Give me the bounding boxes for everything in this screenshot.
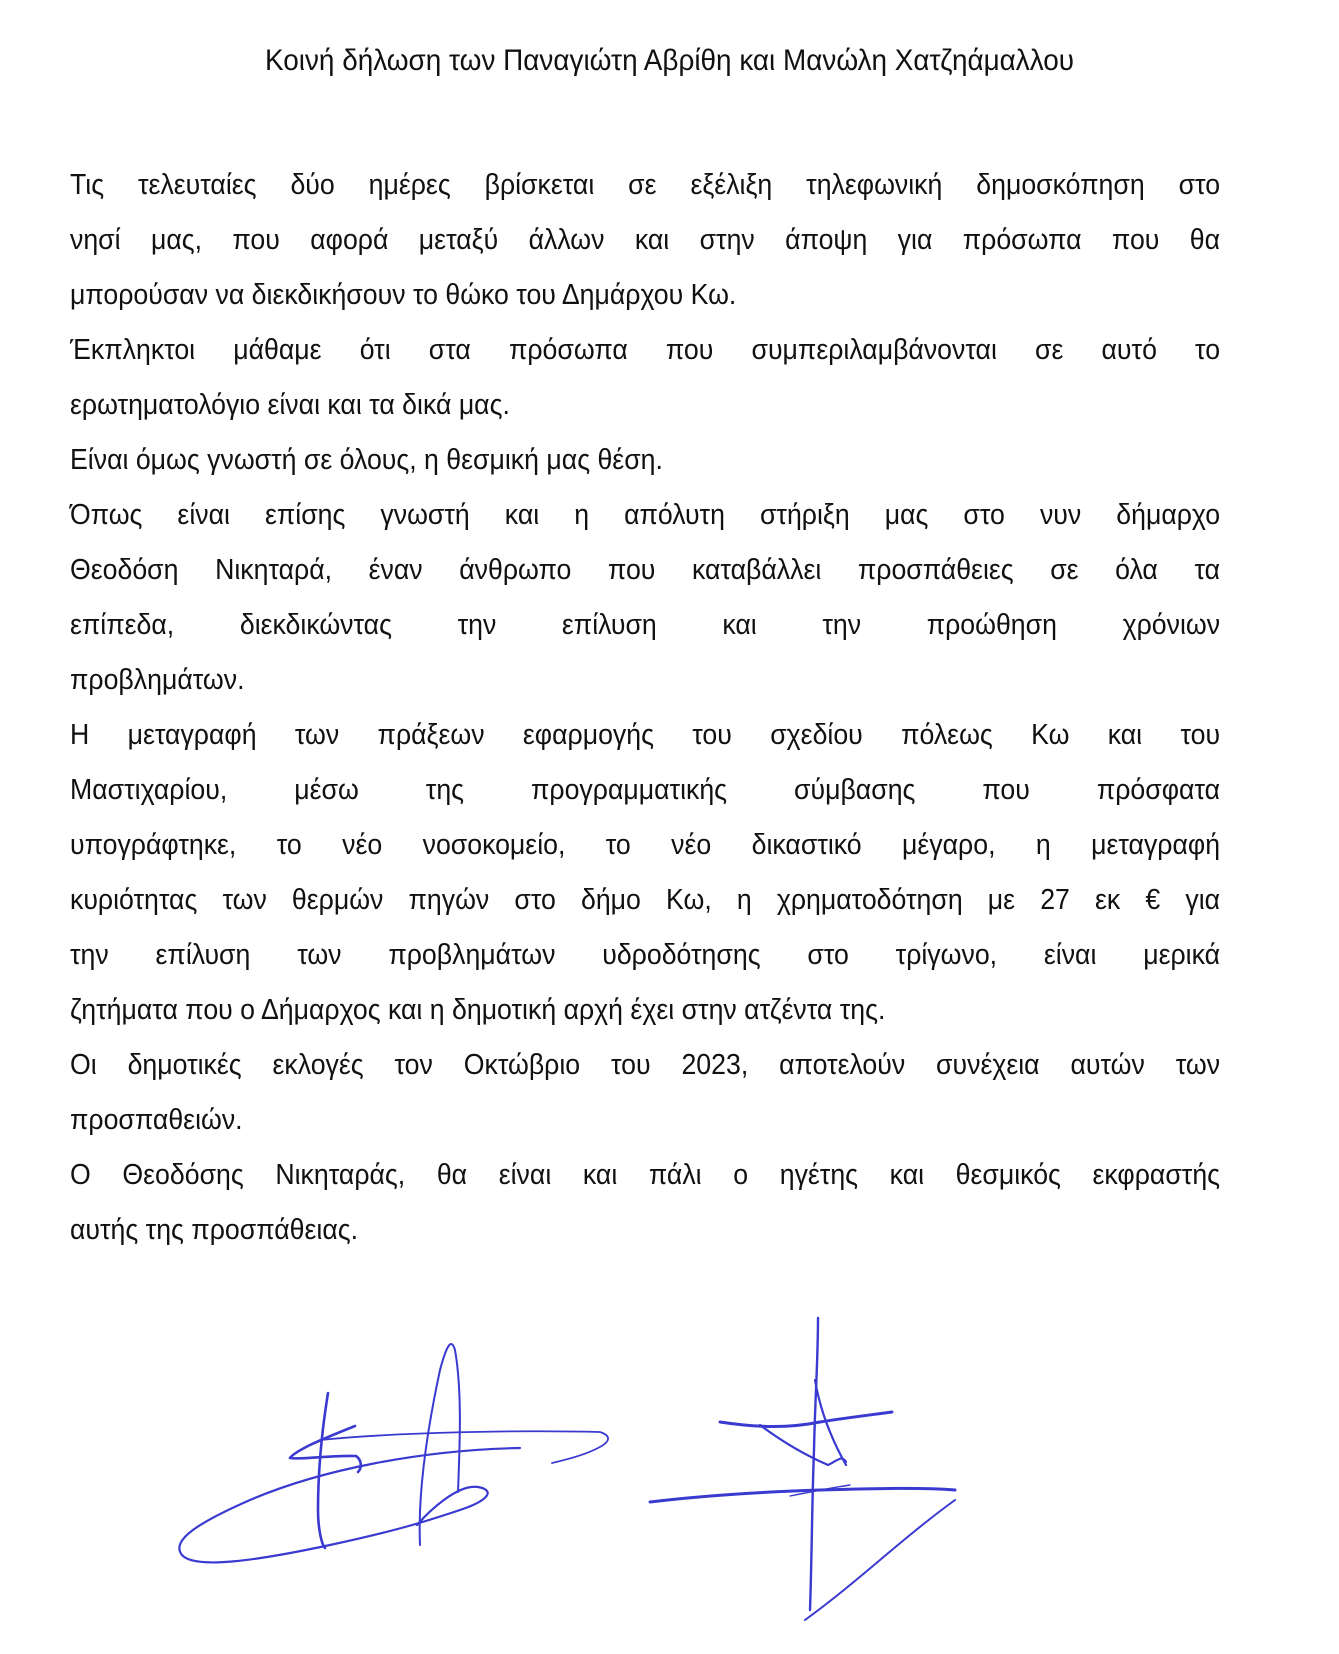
document-title: Κοινή δήλωση των Παναγιώτη Αβρίθη και Μανώλη Χατζηάμαλλου — [264, 44, 1075, 77]
text-line: Τις τελευταίες δύο ημέρες βρίσκεται σε εξέλιξη τηλεφωνική δημοσκόπηση στο — [70, 169, 1221, 201]
paragraph — [70, 1038, 1220, 1148]
signature-1-stroke — [420, 1344, 460, 1545]
signature-2-stroke — [720, 1412, 892, 1427]
signature-2-stroke — [650, 1489, 955, 1503]
signature-1-stroke — [318, 1393, 328, 1548]
text-line: Έκπληκτοι μάθαμε ότι στα πρόσωπα που συμπεριλαμβάνονται σε αυτό το — [70, 334, 1221, 366]
text-line: Μαστιχαρίου, μέσω της προγραμματικής σύμβασης που πρόσφατα — [70, 774, 1221, 806]
text-line: προβλημάτων. — [70, 664, 245, 696]
signature-2-stroke — [810, 1318, 818, 1610]
paragraph — [70, 1148, 1220, 1258]
text-line: μπορούσαν να διεκδικήσουν το θώκο του Δημάρχου Κω. — [70, 279, 737, 311]
document-body — [70, 158, 1220, 1258]
text-line: ζητήματα που ο Δήμαρχος και η δημοτική αρχή έχει στην ατζέντα της. — [70, 994, 886, 1026]
text-line: την επίλυση των προβλημάτων υδροδότησης στο τρίγωνο, είναι μερικά — [70, 939, 1221, 971]
text-line: νησί μας, που αφορά μεταξύ άλλων και στην άποψη για πρόσωπα που θα — [70, 224, 1221, 256]
text-line: προσπαθειών. — [70, 1104, 243, 1136]
text-line: Θεοδόση Νικηταρά, έναν άνθρωπο που καταβάλλει προσπάθειες σε όλα τα — [70, 554, 1221, 586]
paragraph — [70, 488, 1220, 708]
text-line: Οι δημοτικές εκλογές τον Οκτώβριο του 2023, αποτελούν συνέχεια αυτών των — [70, 1049, 1221, 1081]
signature-2-stroke — [805, 1500, 955, 1620]
paragraph — [70, 433, 1220, 488]
text-line: επίπεδα, διεκδικώντας την επίλυση και την προώθηση χρόνιων — [70, 609, 1221, 641]
paragraph — [70, 323, 1220, 433]
signature-1 — [179, 1344, 608, 1562]
paragraph — [70, 158, 1220, 323]
text-line: ερωτηματολόγιο είναι και τα δικά μας. — [70, 389, 510, 421]
paragraph — [70, 708, 1220, 1038]
text-line: Η μεταγραφή των πράξεων εφαρμογής του σχεδίου πόλεως Κω και του — [70, 719, 1221, 751]
signature-2-stroke — [790, 1485, 850, 1496]
text-line: αυτής της προσπάθειας. — [70, 1214, 359, 1246]
text-line: Ο Θεοδόσης Νικηταράς, θα είναι και πάλι ο ηγέτης και θεσμικός εκφραστής — [70, 1159, 1221, 1191]
signature-1-stroke — [320, 1431, 608, 1463]
text-line: υπογράφτηκε, το νέο νοσοκομείο, το νέο δικαστικό μέγαρο, η μεταγραφή — [70, 829, 1221, 861]
text-line: Όπως είναι επίσης γνωστή και η απόλυτη στήριξη μας στο νυν δήμαρχο — [70, 499, 1221, 531]
text-line: κυριότητας των θερμών πηγών στο δήμο Κω, η χρηματοδότηση με 27 εκ € για — [70, 884, 1221, 916]
signature-2-stroke — [760, 1380, 846, 1465]
text-line: Είναι όμως γνωστή σε όλους, η θεσμική μας θέση. — [70, 444, 663, 476]
signature-1-stroke — [290, 1426, 361, 1472]
signature-2 — [650, 1318, 955, 1620]
signature-1-stroke — [179, 1448, 520, 1562]
